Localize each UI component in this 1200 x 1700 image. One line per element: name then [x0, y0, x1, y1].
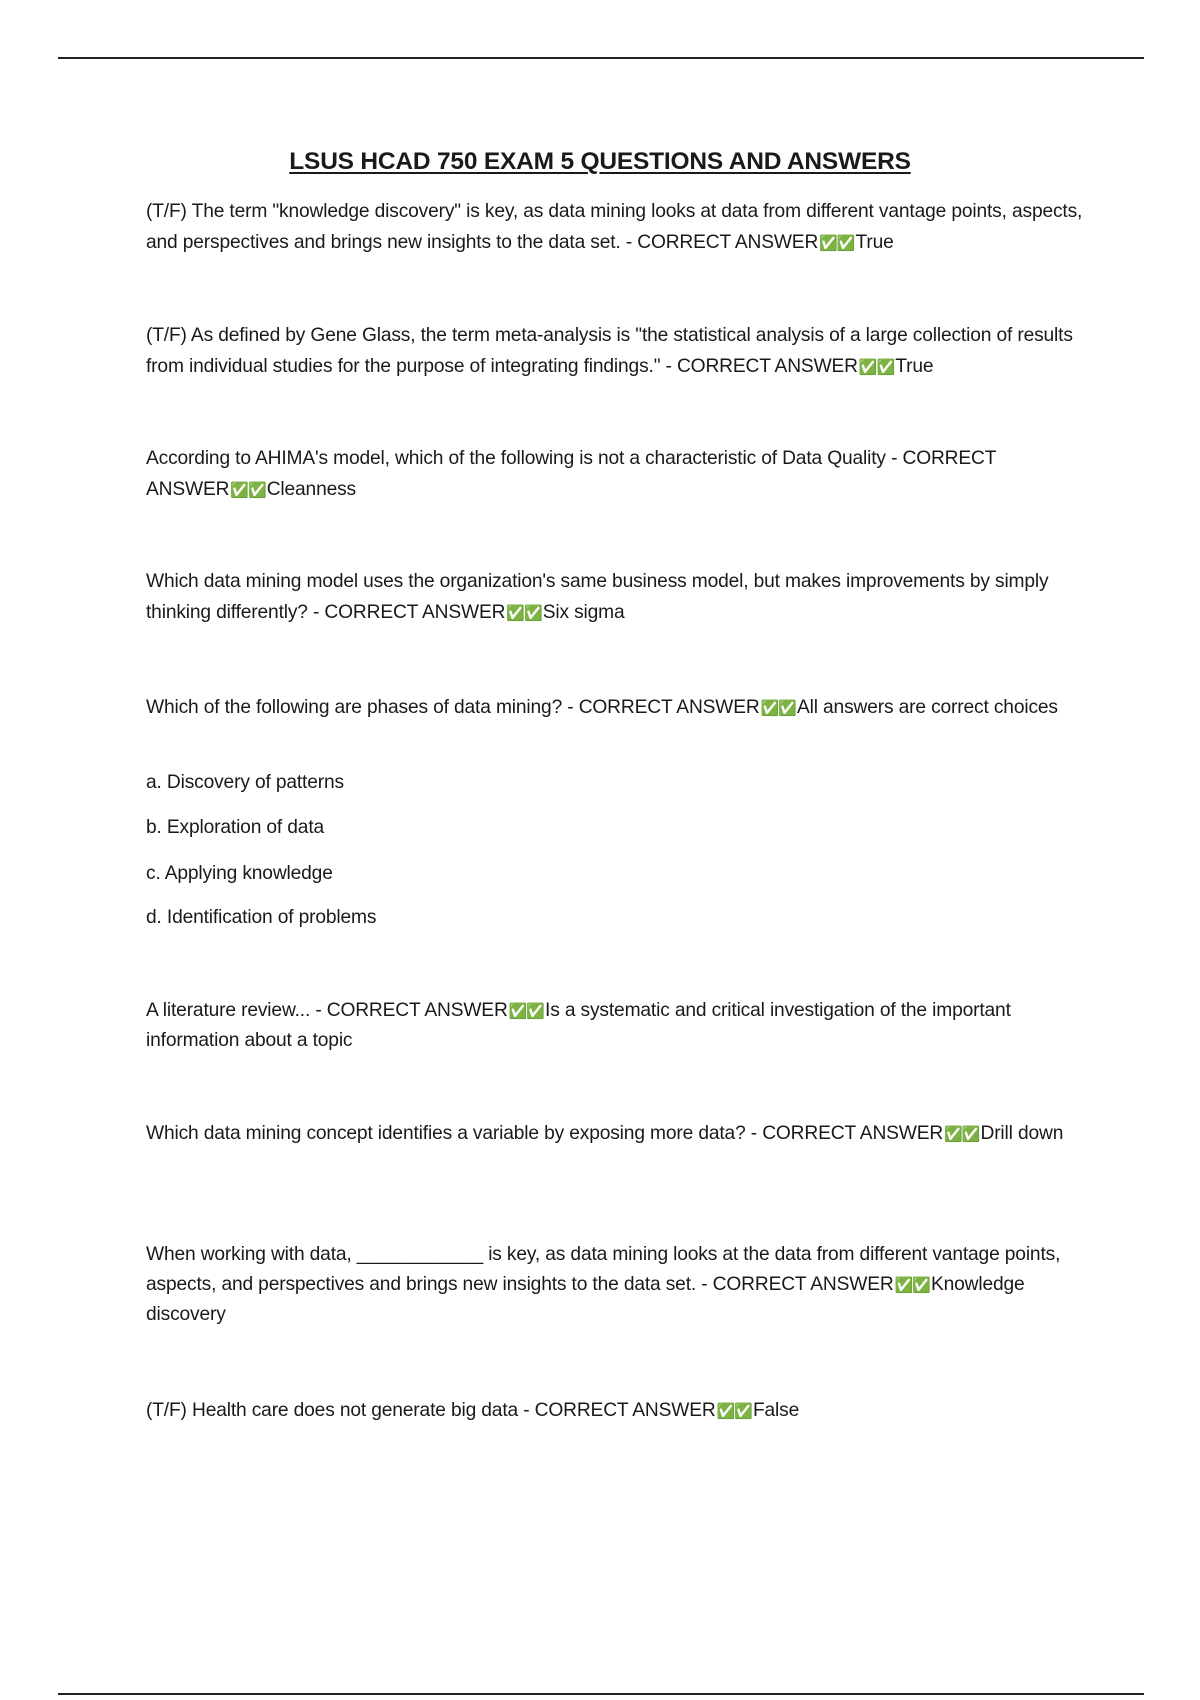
answer-marker: - CORRECT ANSWER: [625, 232, 819, 253]
question-text: (T/F) As defined by Gene Glass, the term meta-analysis is "the statistical analysis of a large collection of results from individual studies for the purpose of integrating findings.": [146, 325, 1073, 377]
double-check-icon: ✅✅: [508, 1002, 545, 1020]
question-text: When working with data, ____________ is key, as data mining looks at the data from different vantage points, aspects, and perspectives and brings new insights to the data set.: [146, 1244, 1061, 1295]
question-text: Which of the following are phases of data mining?: [146, 697, 563, 718]
question-text: (T/F) Health care does not generate big data: [146, 1400, 519, 1421]
answer-marker: - CORRECT ANSWER: [313, 602, 506, 623]
question-text: Which data mining concept identifies a variable by exposing more data?: [146, 1123, 746, 1144]
answer-text: True: [895, 356, 934, 377]
question-text: A literature review...: [146, 1000, 311, 1021]
double-check-icon: ✅✅: [894, 1276, 930, 1294]
question-item: [146, 1119, 1091, 1149]
answer-text: False: [752, 1400, 800, 1421]
option-item: c. Applying knowledge: [146, 863, 333, 884]
answer-marker: - CORRECT ANSWER: [523, 1400, 716, 1421]
footer-rule: [58, 1693, 1144, 1695]
header-rule: [58, 57, 1144, 59]
question-text: Which data mining model uses the organization's same business model, but makes improvements by simply thinking differently?: [146, 571, 1049, 623]
answer-marker: - CORRECT ANSWER: [665, 356, 858, 377]
question-text: According to AHIMA's model, which of the following is not a characteristic of Data Quality: [146, 448, 886, 469]
answer-marker: - CORRECT ANSWER: [567, 697, 760, 718]
question-item: [146, 566, 1091, 629]
option-item: b. Exploration of data: [146, 817, 325, 838]
answer-text: Six sigma: [542, 602, 625, 623]
answer-text: Cleanness: [266, 479, 357, 500]
option-item: a. Discovery of patterns: [146, 772, 344, 793]
question-item: [146, 1240, 1091, 1330]
answer-text: Drill down: [980, 1123, 1064, 1144]
double-check-icon: ✅✅: [819, 234, 855, 252]
option-item: d. Identification of problems: [146, 907, 377, 928]
answer-marker: - CORRECT ANSWER: [315, 1000, 508, 1021]
answer-text: All answers are correct choices: [796, 697, 1058, 718]
answer-text: True: [855, 232, 894, 253]
double-check-icon: ✅✅: [230, 481, 266, 499]
double-check-icon: ✅✅: [506, 604, 542, 622]
answer-text: Knowledge discovery: [146, 1274, 1025, 1325]
question-item: [146, 693, 1091, 723]
question-item: [146, 1395, 1091, 1427]
double-check-icon: ✅✅: [944, 1125, 980, 1143]
answer-marker: - CORRECT ANSWER: [750, 1123, 944, 1144]
answer-marker: - CORRECT ANSWER: [146, 448, 996, 500]
double-check-icon: ✅✅: [716, 1402, 752, 1420]
question-item: [146, 443, 1091, 506]
question-item: [146, 996, 1091, 1056]
page-title: LSUS HCAD 750 EXAM 5 QUESTIONS AND ANSWERS: [289, 148, 911, 175]
answer-marker: - CORRECT ANSWER: [701, 1274, 894, 1295]
question-item: [146, 320, 1091, 383]
question-text: (T/F) The term "knowledge discovery" is key, as data mining looks at data from different vantage points, aspects, and perspectives and brings new insights to the data set.: [146, 201, 1083, 253]
answer-text: Is a systematic and critical investigation of the important information about a topic: [146, 1000, 1011, 1051]
double-check-icon: ✅✅: [760, 699, 796, 717]
question-item: [146, 196, 1091, 259]
double-check-icon: ✅✅: [858, 358, 895, 376]
